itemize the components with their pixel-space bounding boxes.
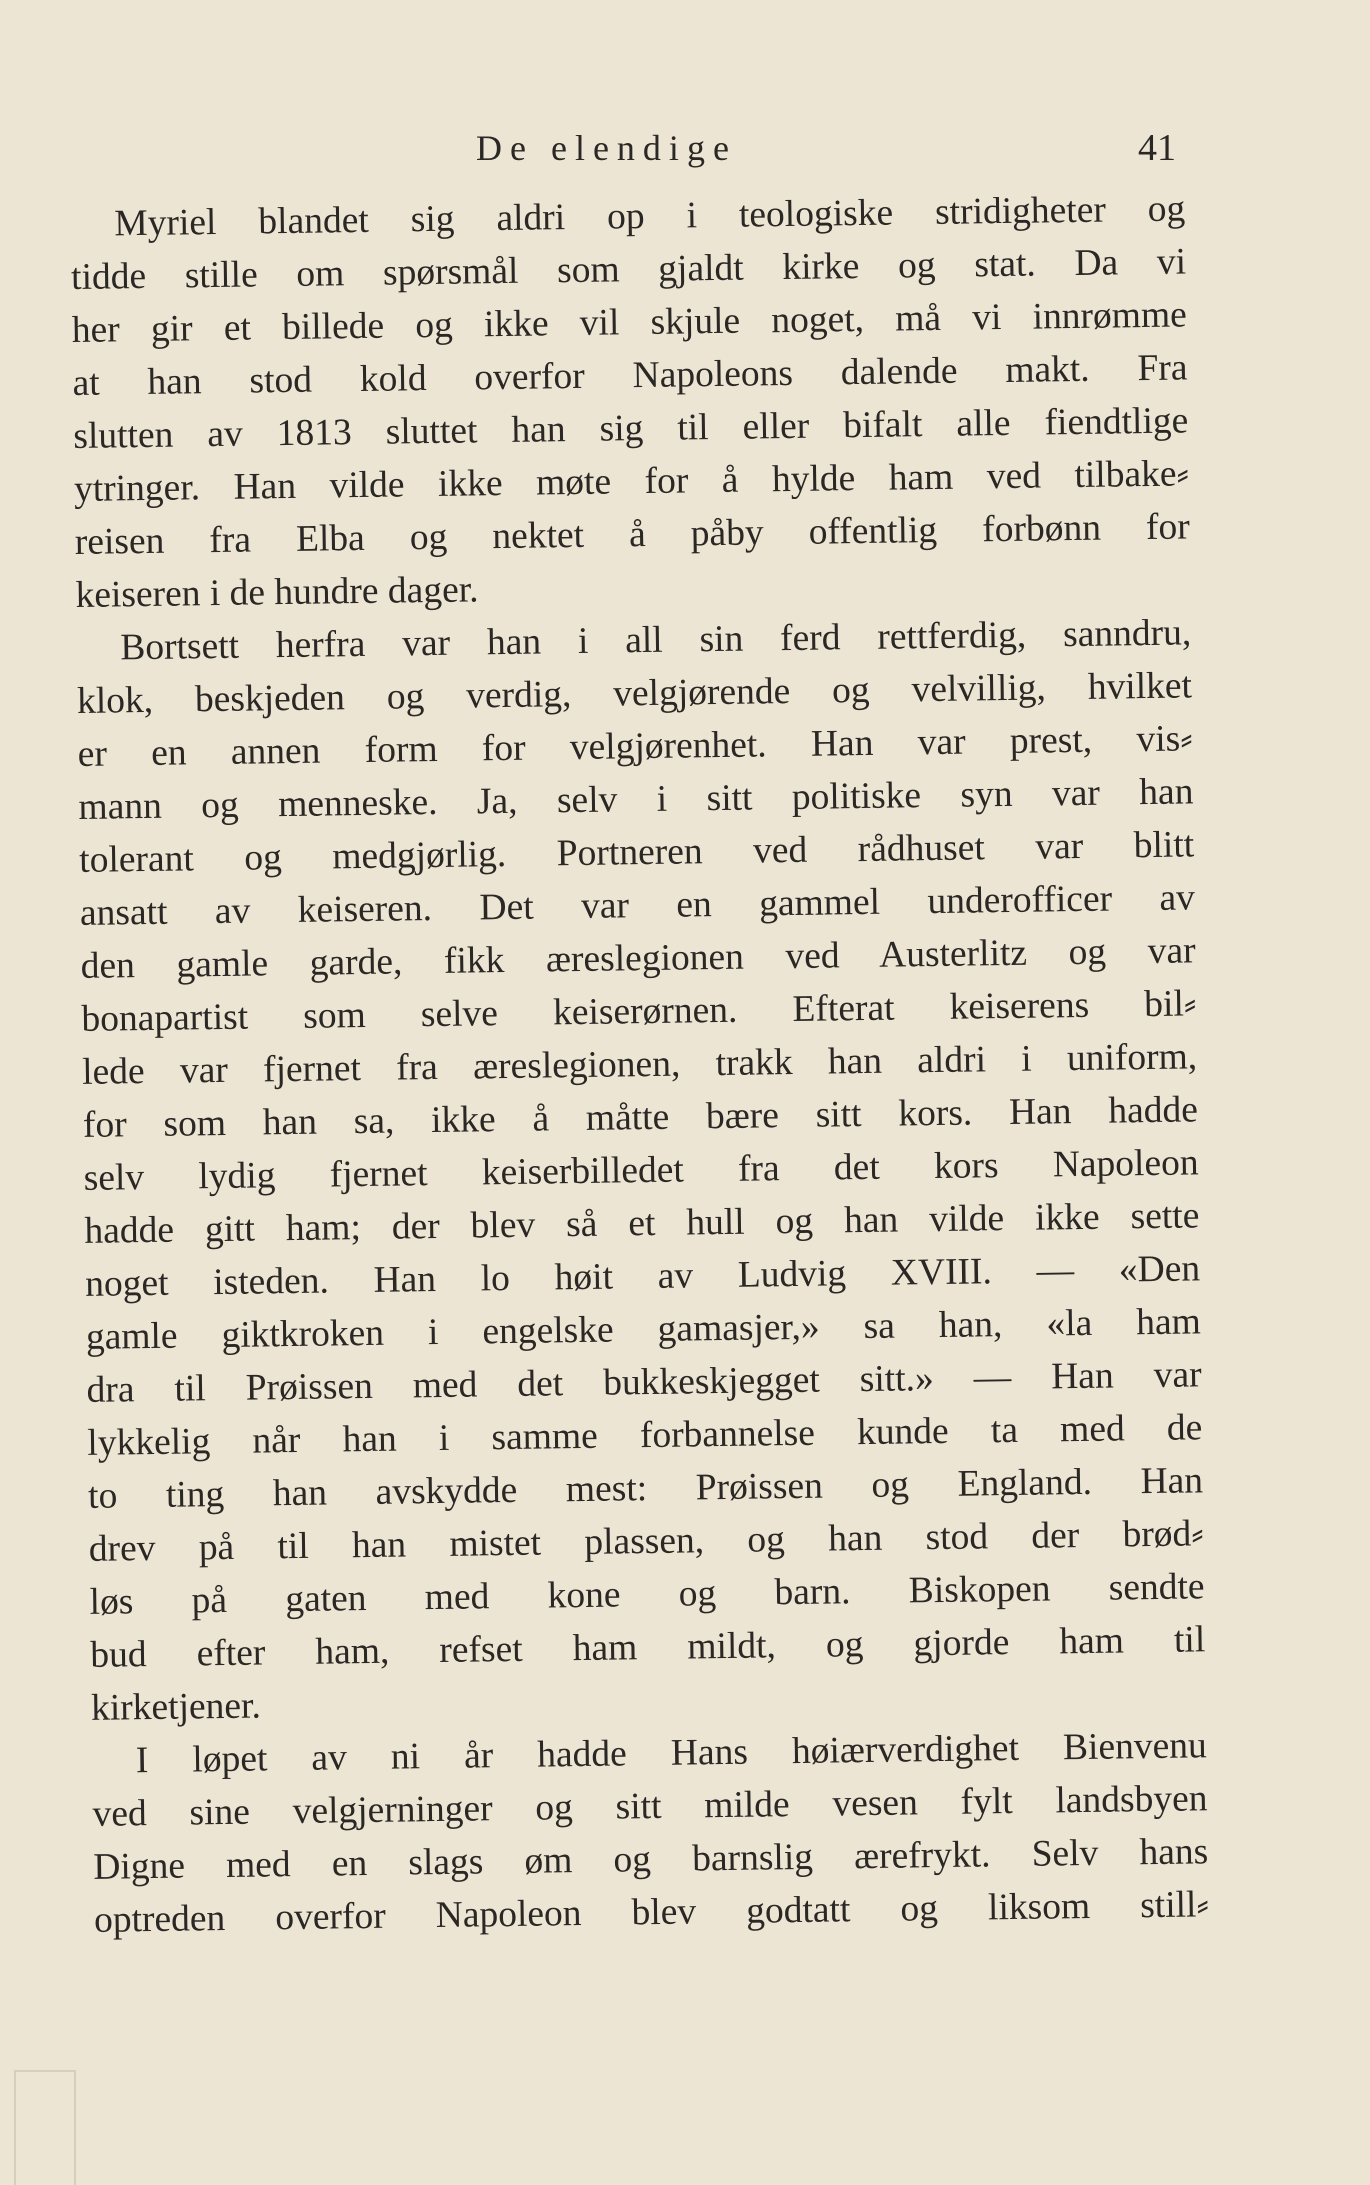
text-line: tidde stille om spørsmål som gjaldt kirke og stat. Da vi <box>70 241 1187 298</box>
text-line: optreden overfor Napoleon blev godtatt og liksom still⸗ <box>93 1884 1210 1941</box>
text-line: Myriel blandet sig aldri op i teologiske stridigheter og <box>114 188 1186 245</box>
text-line: hadde gitt ham; der blev så et hull og han vilde ikke sette <box>84 1195 1200 1252</box>
text-line: ved sine velgjerninger og sitt milde vesen fylt landsbyen <box>92 1778 1208 1835</box>
text-line: den gamle garde, fikk æreslegionen ved Austerlitz og var <box>80 930 1196 987</box>
text-line: lykkelig når han i samme forbannelse kunde ta med de <box>87 1407 1203 1464</box>
text-line: dra til Prøissen med det bukkeskjegget sitt.» — Han var <box>86 1354 1202 1411</box>
page-header <box>476 118 1176 178</box>
running-title: De elendige <box>476 128 737 168</box>
text-line: klok, beskjeden og verdig, velgjørende og velvillig, hvilket <box>76 665 1193 722</box>
page-edge-mark <box>14 2070 76 2185</box>
text-line: Bortsett herfra var han i all sin ferd rettferdig, sanndru, <box>119 612 1192 669</box>
text-line: slutten av 1813 sluttet han sig til eller bifalt alle fiendtlige <box>73 400 1189 457</box>
text-line: mann og menneske. Ja, selv i sitt politiske syn var han <box>78 771 1194 828</box>
text-line: I løpet av ni år hadde Hans høiærverdighet Bienvenu <box>135 1725 1208 1782</box>
text-line: løs på gaten med kone og barn. Biskopen sendte <box>89 1566 1205 1623</box>
text-line: bud efter ham, refset ham mildt, og gjorde ham til <box>90 1619 1206 1676</box>
text-line: lede var fjernet fra æreslegionen, trakk han aldri i uniform, <box>81 1036 1198 1093</box>
text-line: tolerant og medgjørlig. Portneren ved rådhuset var blitt <box>78 824 1195 881</box>
text-line: ansatt av keiseren. Det var en gammel underofficer av <box>79 877 1196 934</box>
text-line: gamle giktkroken i engelske gamasjer,» sa han, «la ham <box>85 1301 1202 1358</box>
text-line: Digne med en slags øm og barnslig ærefrykt. Selv hans <box>93 1831 1209 1888</box>
text-line: er en annen form for velgjørenhet. Han var prest, vis⸗ <box>77 718 1193 775</box>
text-line: keiseren i de hundre dager. <box>75 569 479 616</box>
text-line: noget isteden. Han lo høit av Ludvig XVIII. — «Den <box>84 1248 1201 1305</box>
text-line: kirketjener. <box>90 1685 262 1729</box>
body-text <box>70 182 1209 1946</box>
text-line: to ting han avskydde mest: Prøissen og England. Han <box>87 1460 1204 1517</box>
text-line: her gir et billede og ikke vil skjule noget, må vi innrømme <box>71 294 1188 351</box>
text-line: ytringer. Han vilde ikke møte for å hylde ham ved tilbake⸗ <box>73 453 1190 510</box>
text-line: selv lydig fjernet keiserbilledet fra det kors Napoleon <box>83 1142 1199 1199</box>
text-line: for som han sa, ikke å måtte bære sitt kors. Han hadde <box>82 1089 1199 1146</box>
text-line: at han stod kold overfor Napoleons dalende makt. Fra <box>72 347 1188 404</box>
text-line: reisen fra Elba og nektet å påby offentlig forbønn for <box>74 506 1190 563</box>
text-line: bonapartist som selve keiserørnen. Efterat keiserens bil⸗ <box>81 983 1197 1040</box>
text-line: drev på til han mistet plassen, og han stod der brød⸗ <box>88 1513 1205 1570</box>
page-number: 41 <box>1138 127 1176 169</box>
